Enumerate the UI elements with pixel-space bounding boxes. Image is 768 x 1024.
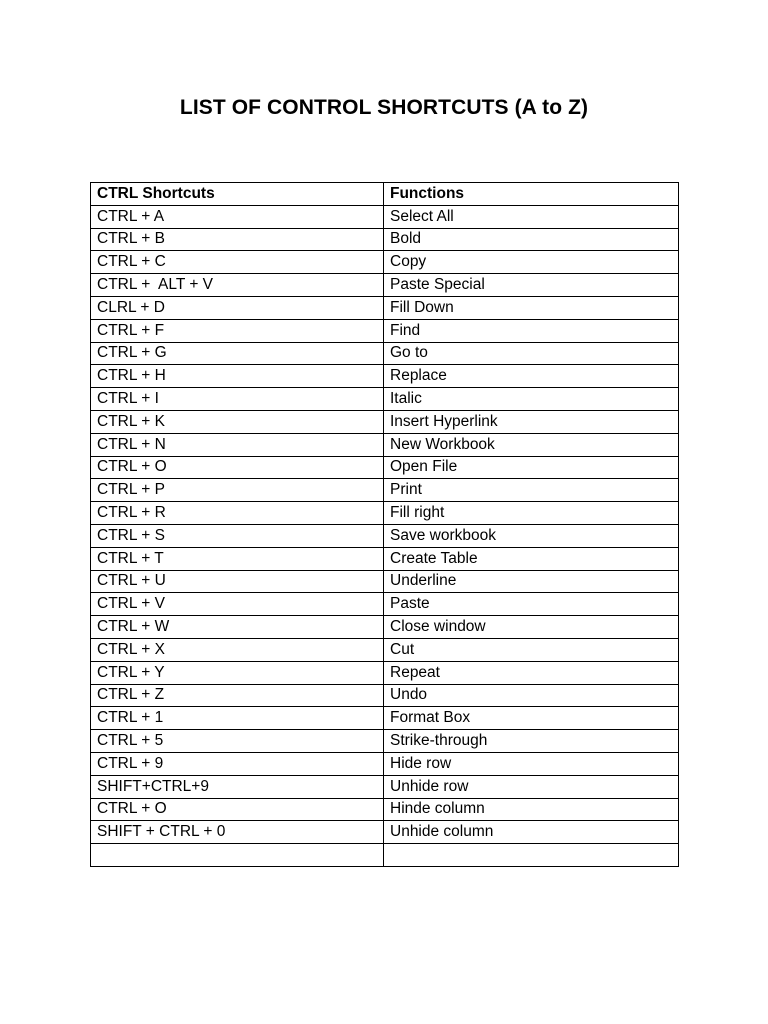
table-row (91, 274, 679, 297)
shortcut-cell: SHIFT + CTRL + 0 (91, 821, 384, 844)
table-row (91, 365, 679, 388)
shortcut-cell: CTRL + Z (91, 684, 384, 707)
function-cell: Select All (384, 205, 679, 228)
table-row (91, 638, 679, 661)
shortcut-cell: CLRL + D (91, 296, 384, 319)
function-cell: Undo (384, 684, 679, 707)
shortcut-cell: CTRL + X (91, 638, 384, 661)
function-cell: Hinde column (384, 798, 679, 821)
shortcut-cell: CTRL + V (91, 593, 384, 616)
function-cell: Go to (384, 342, 679, 365)
table-row (91, 410, 679, 433)
function-cell: New Workbook (384, 433, 679, 456)
table-row (91, 547, 679, 570)
table-body (91, 205, 679, 866)
shortcut-cell: CTRL + 9 (91, 752, 384, 775)
table-row (91, 821, 679, 844)
table-row (91, 524, 679, 547)
table-row (91, 388, 679, 411)
function-cell: Bold (384, 228, 679, 251)
table-row (91, 319, 679, 342)
table-row (91, 205, 679, 228)
function-cell: Create Table (384, 547, 679, 570)
table-row (91, 684, 679, 707)
function-cell: Fill Down (384, 296, 679, 319)
table-row (91, 798, 679, 821)
function-cell: Underline (384, 570, 679, 593)
function-cell: Hide row (384, 752, 679, 775)
function-cell: Replace (384, 365, 679, 388)
shortcut-cell: CTRL + U (91, 570, 384, 593)
shortcut-cell: CTRL + C (91, 251, 384, 274)
shortcut-cell: CTRL + W (91, 616, 384, 639)
table-row (91, 479, 679, 502)
table-row (91, 456, 679, 479)
shortcut-cell: CTRL + O (91, 456, 384, 479)
function-cell: Print (384, 479, 679, 502)
shortcut-cell: CTRL + G (91, 342, 384, 365)
shortcut-cell: CTRL + B (91, 228, 384, 251)
function-cell: Cut (384, 638, 679, 661)
table-row (91, 433, 679, 456)
function-cell: Find (384, 319, 679, 342)
shortcut-cell: CTRL + P (91, 479, 384, 502)
shortcut-cell: CTRL + O (91, 798, 384, 821)
function-cell: Italic (384, 388, 679, 411)
shortcuts-table (90, 182, 679, 867)
table-row (91, 296, 679, 319)
function-cell (384, 844, 679, 867)
column-header-shortcuts: CTRL Shortcuts (91, 183, 384, 206)
table-row (91, 570, 679, 593)
function-cell: Open File (384, 456, 679, 479)
table-row (91, 342, 679, 365)
table-row (91, 752, 679, 775)
table-row (91, 661, 679, 684)
shortcut-cell: CTRL + S (91, 524, 384, 547)
table-row (91, 730, 679, 753)
table-row (91, 616, 679, 639)
shortcut-cell: CTRL + H (91, 365, 384, 388)
table-row (91, 844, 679, 867)
function-cell: Paste Special (384, 274, 679, 297)
table-header-row (91, 183, 679, 206)
table-row (91, 251, 679, 274)
function-cell: Strike-through (384, 730, 679, 753)
table-row (91, 707, 679, 730)
function-cell: Paste (384, 593, 679, 616)
page-title: LIST OF CONTROL SHORTCUTS (A to Z) (179, 96, 589, 119)
function-cell: Copy (384, 251, 679, 274)
function-cell: Insert Hyperlink (384, 410, 679, 433)
function-cell: Fill right (384, 502, 679, 525)
function-cell: Unhide column (384, 821, 679, 844)
shortcut-cell: CTRL + R (91, 502, 384, 525)
table-row (91, 228, 679, 251)
shortcut-cell: CTRL + N (91, 433, 384, 456)
table-row (91, 502, 679, 525)
shortcut-cell: CTRL + 1 (91, 707, 384, 730)
shortcut-cell: CTRL + F (91, 319, 384, 342)
function-cell: Repeat (384, 661, 679, 684)
column-header-functions: Functions (384, 183, 679, 206)
shortcut-cell: CTRL + K (91, 410, 384, 433)
function-cell: Format Box (384, 707, 679, 730)
shortcut-cell: CTRL + Y (91, 661, 384, 684)
shortcut-cell: CTRL + A (91, 205, 384, 228)
table-row (91, 775, 679, 798)
shortcut-cell: CTRL + I (91, 388, 384, 411)
function-cell: Unhide row (384, 775, 679, 798)
shortcut-cell: CTRL + ALT + V (91, 274, 384, 297)
table-row (91, 593, 679, 616)
function-cell: Close window (384, 616, 679, 639)
function-cell: Save workbook (384, 524, 679, 547)
shortcut-cell: CTRL + 5 (91, 730, 384, 753)
shortcut-cell: CTRL + T (91, 547, 384, 570)
shortcut-cell: SHIFT+CTRL+9 (91, 775, 384, 798)
shortcut-cell (91, 844, 384, 867)
